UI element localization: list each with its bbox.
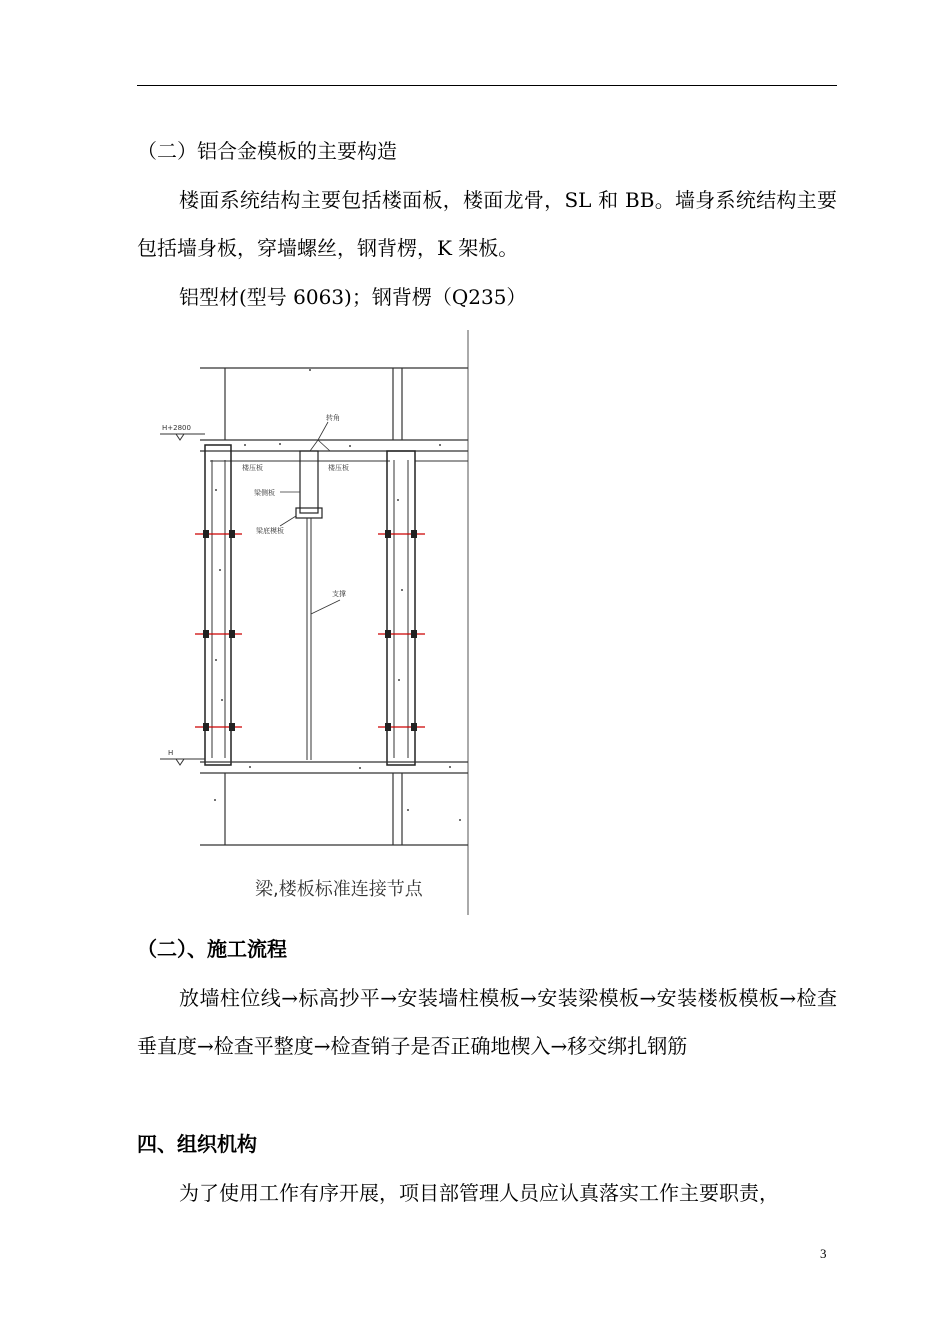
heading-organization: 四、组织机构 xyxy=(137,1132,257,1156)
page-number: 3 xyxy=(820,1246,827,1261)
paragraph-floor-system: 楼面系统结构主要包括楼面板，楼面龙骨，SL 和 BB。墙身系统结构主要包括墙身板，穿墙螺丝，钢背楞，K 架板。 xyxy=(137,188,837,260)
connection-node-figure xyxy=(150,330,470,915)
floor-plate-label-left: 楼压板 xyxy=(242,464,263,472)
paragraph-organization: 为了使用工作有序开展，项目部管理人员应认真落实工作主要职责， xyxy=(179,1181,779,1205)
paragraph-materials: 铝型材(型号 6063)；钢背楞（Q235） xyxy=(179,285,527,309)
level-bottom-label: H xyxy=(168,749,174,757)
level-top-label: H+2800 xyxy=(162,424,191,432)
figure-caption: 梁,楼板标准连接节点 xyxy=(255,879,423,900)
floor-plate-label-right: 楼压板 xyxy=(328,464,349,472)
section-structure-title: （二）铝合金模板的主要构造 xyxy=(137,139,397,163)
corner-label: 转角 xyxy=(326,414,340,422)
support-label: 支撑 xyxy=(332,590,346,598)
paragraph-process: 放墙柱位线→标高抄平→安装墙柱模板→安装梁模板→安装楼板模板→检查垂直度→检查平整度→检查销子是否正确地楔入→移交绑扎钢筋 xyxy=(137,986,837,1058)
beam-bottom-label: 梁底模板 xyxy=(256,527,284,535)
header-rule xyxy=(137,85,837,86)
beam-side-label: 梁侧板 xyxy=(254,489,275,497)
heading-process: （二）、施工流程 xyxy=(137,937,287,961)
